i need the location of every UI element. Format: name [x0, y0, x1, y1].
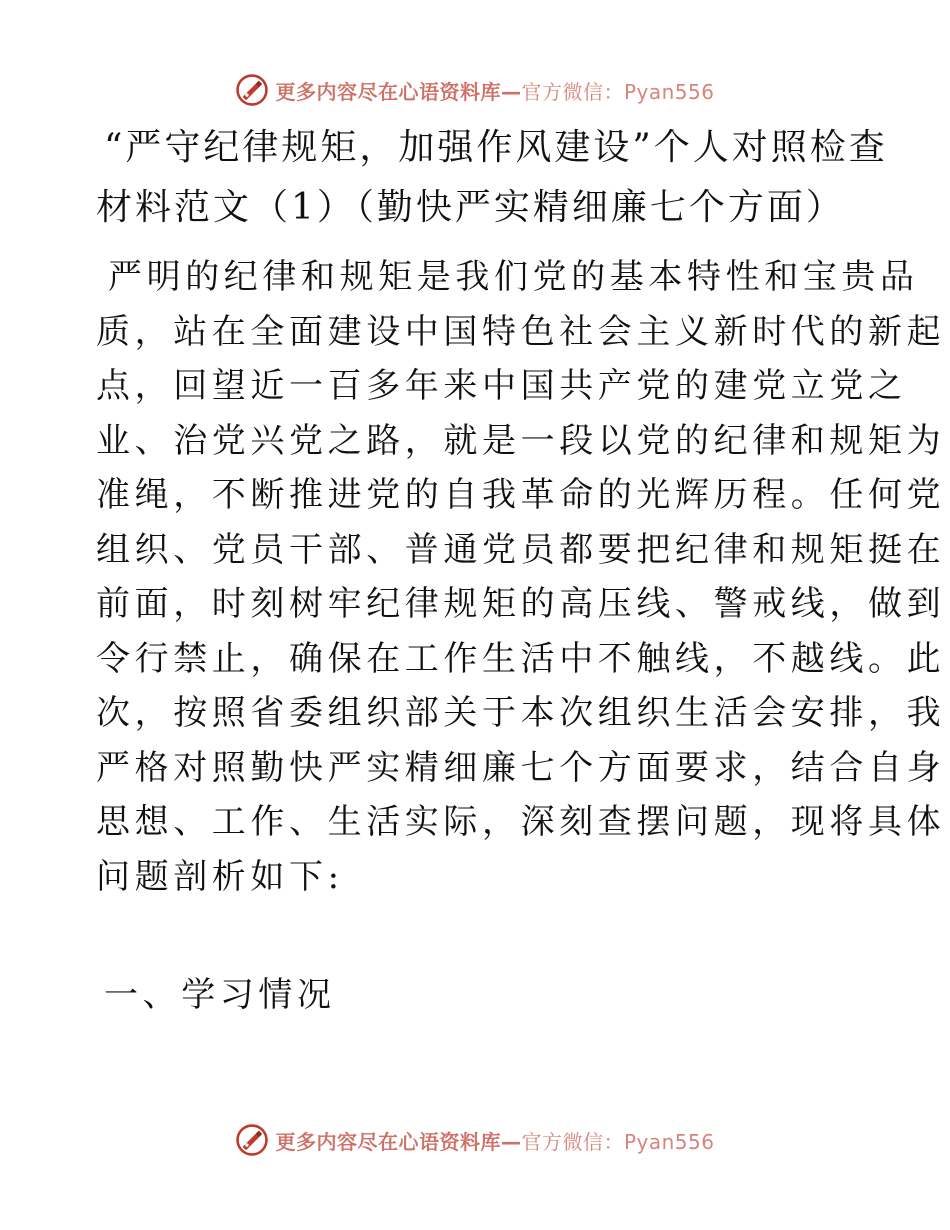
section-heading: 一、学习情况 — [104, 975, 336, 1015]
body-line: 业、治党兴党之路，就是一段以党的纪律和规矩为 — [96, 420, 946, 461]
body-line: 严明的纪律和规矩是我们党的基本特性和宝贵品 — [108, 257, 919, 297]
watermark-footer — [0, 1120, 950, 1160]
body-line: 严格对照勤快严实精细廉七个方面要求，结合自身 — [96, 747, 946, 788]
body-line: 点，回望近一百多年来中国共产党的建党立党之 — [96, 366, 907, 406]
document-title — [96, 118, 888, 238]
pen-logo-icon — [235, 73, 269, 107]
title-line-2: 材料范文（1）（勤快严实精细廉七个方面） — [96, 187, 845, 228]
body-line: 准绳，不断推进党的自我革命的光辉历程。任何党 — [96, 475, 946, 515]
body-line: 前面，时刻树牢纪律规矩的高压线、警戒线，做到 — [96, 584, 946, 624]
body-line: 令行禁止，确保在工作生活中不触线，不越线。此 — [96, 638, 946, 679]
title-line-1: “严守纪律规矩，加强作风建设”个人对照检查 — [104, 127, 888, 168]
body-line: 组织、党员干部、普通党员都要把纪律和规矩挺在 — [96, 529, 946, 570]
watermark-text: 更多内容尽在心语资料库—官方微信：Pyan556 — [275, 1129, 715, 1154]
body-line: 问题剖析如下: — [96, 856, 344, 897]
pen-logo-icon — [235, 1123, 269, 1157]
body-line: 质，站在全面建设中国特色社会主义新时代的新起 — [96, 311, 946, 352]
body-paragraph — [96, 250, 946, 904]
body-line: 思想、工作、生活实际，深刻查摆问题，现将具体 — [96, 802, 946, 842]
watermark-header — [0, 70, 950, 110]
watermark-text: 更多内容尽在心语资料库—官方微信：Pyan556 — [275, 79, 715, 104]
body-line: 次，按照省委组织部关于本次组织生活会安排，我 — [96, 693, 946, 733]
